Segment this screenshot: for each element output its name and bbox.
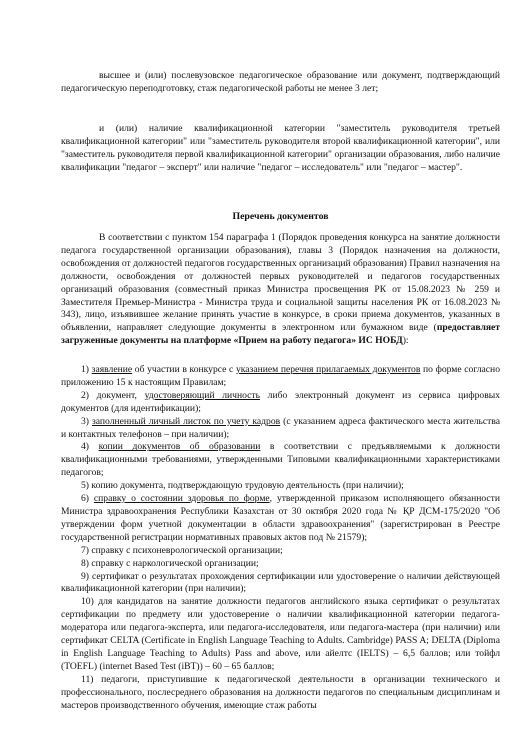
- intro-text: В соответствии с пунктом 154 параграфа 1 (Порядок проведения конкурса на занятие должности педагога государственной организации образования), главы 3 (Порядок назначения на должности, освобождения от должностей педагогов государственных организаций образования) Правил назначения на должности, освобождения от должностей первых руководителей и педагогов государственных организаций образования (совместный приказ Министра просвещения РК от 15.08.2023 № 259 и Заместителя Премьер-Министра - Министра труда и социальной защиты населения РК от 16.08.2023 № 343), лицо, изъявившее желание принять участие в конкурсе, в сроки приема документов, указанных в объявлении, направляет следующие документы в электронном или бумажном виде (: [61, 232, 500, 334]
- section-heading: Перечень документов: [232, 211, 329, 222]
- requirement-paragraph-2: [61, 123, 500, 175]
- list-item: 10) для кандидатов на занятие должности педагогов английского языка сертификат о результатах сертификации по предмету или удостоверение о наличии квалификационной категории педагога-модератора или педагога-эксперта, или педагога-исследователя, или педагога-мастера (при наличии) или сертификат CELTA (Certificate in English Language Teaching to Adults. Cambridge) PASS A; DELTA (Diploma in English Language Teaching to Adults) Pass and above, или айелтс (IELTS) – 6,5 баллов; или тойфл (TOEFL) (internet Based Test (iBT)) – 60 – 65 баллов;: [61, 596, 500, 672]
- requirement-text-1: высшее и (или) послевузовское педагогическое образование или документ, подтверждающий педагогическую переподготовку, стаж педагогической работы не менее 3 лет;: [61, 70, 500, 94]
- list-item: 9) сертификат о результатах прохождения сертификации или удостоверение о наличии действующей квалификационной категории (при наличии);: [61, 570, 500, 595]
- list-item: 3) заполненный личный листок по учету кадров (с указанием адреса фактического места жительства и контактных телефонов – при наличии);: [61, 415, 500, 440]
- intro-bold-text: предоставляет загруженные документы на платформе «Прием на работу педагога» ИС НОБД: [61, 322, 500, 347]
- list-item: 1) заявление об участии в конкурсе с указанием перечня прилагаемых документов по форме согласно приложению 15 к настоящим Правилам;: [61, 364, 500, 388]
- list-item: 7) справку с психоневрологической организации;: [81, 544, 283, 556]
- list-item: 8) справку с наркологической организации;: [81, 557, 259, 569]
- list-item: 6) справку о состоянии здоровья по форме, утвержденной приказом исполняющего обязанности Министра здравоохранения Республики Казахстан от 30 октября 2020 года № ҚР ДСМ-175/2020 "Об утверждении форм учетной документации в области здравоохранения" (зарегистрирован в Реестре государственной регистрации нормативных правовых актов под № 21579);: [61, 493, 500, 543]
- list-item: 11) педагоги, приступившие к педагогической деятельности в организации технического и профессионального, послесреднего образования на должности педагогов по специальным дисциплинам и мастеров производственного обучения, имеющие стаж работы: [61, 673, 500, 711]
- list-item: 5) копию документа, подтверждающую трудовую деятельность (при наличии);: [81, 480, 404, 492]
- requirement-paragraph-1: [61, 70, 500, 96]
- intro-end: ):: [402, 335, 409, 347]
- intro-paragraph: [61, 232, 500, 348]
- requirement-text-2: и (или) наличие квалификационной категории "заместитель руководителя третьей квалификационной категории" или "заместитель руководителя второй квалификационной категории", или "заместитель руководителя первой квалификационной категории" организации образования, либо наличие квалификации "педагог – эксперт" или наличие "педагог – исследователь" или "педагог – мастер".: [61, 123, 500, 173]
- list-item: 2) документ, удостоверяющий личность либо электронный документ из сервиса цифровых документов (для идентификации);: [61, 389, 500, 414]
- list-item: 4) копии документов об образовании в соответствии с предъявляемыми к должности квалификационными требованиями, утвержденными Типовыми квалификационными характеристиками педагогов;: [61, 441, 500, 479]
- documents-list: [61, 364, 500, 712]
